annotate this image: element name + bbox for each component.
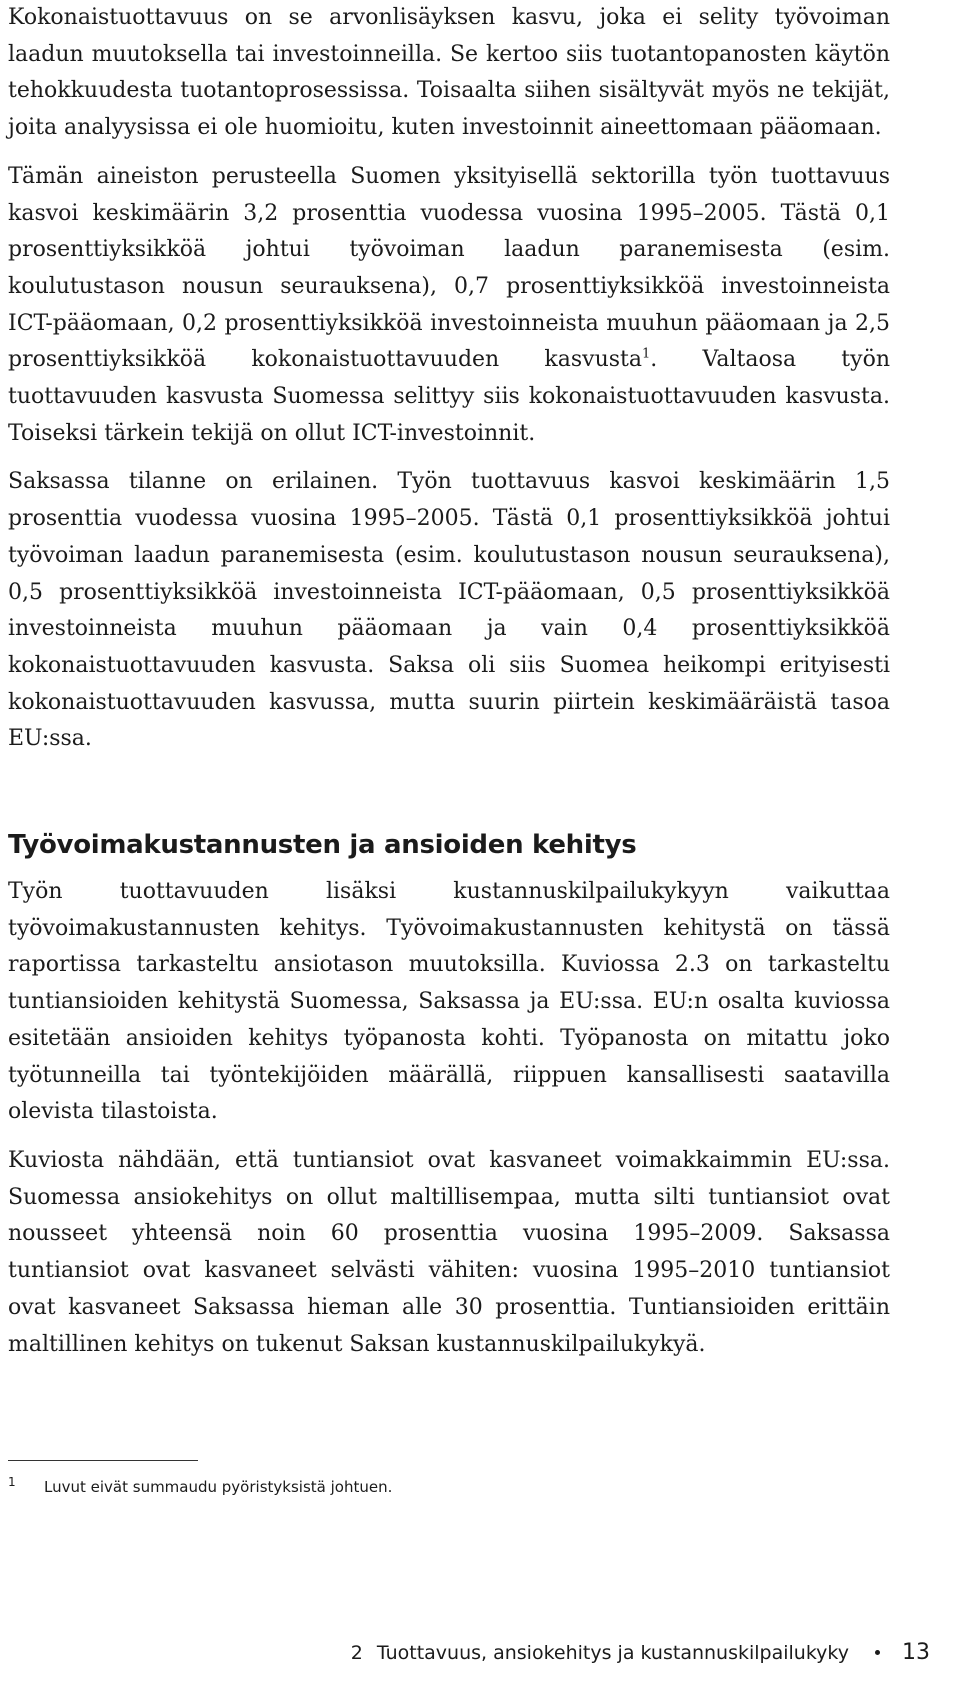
paragraph-finland-productivity bbox=[8, 159, 890, 453]
separator-dot-icon bbox=[875, 1650, 880, 1655]
footnote-text: Luvut eivät summaudu pyöristyksistä johtuen. bbox=[44, 1478, 393, 1496]
paragraph-germany-productivity: Saksassa tilanne on erilainen. Työn tuottavuus kasvoi keskimäärin 1,5 prosenttia vuodessa vuosina 1995–2005. Tästä 0,1 prosenttiyksikköä johtui työvoiman laadun paranemisesta (esim. koulutustason nousun seurauksena), 0,5 prosenttiyksikköä investoinneista ICT-pääomaan, 0,5 prosenttiyksikköä investoinneista muuhun pääomaan ja vain 0,4 prosenttiyksikköä kokonaistuottavuuden kasvusta. Saksa oli siis Suomea heikompi erityisesti kokonaistuottavuuden kasvussa, mutta suurin piirtein keskimääräistä tasoa EU:ssa. bbox=[8, 469, 890, 752]
page-footer bbox=[351, 1640, 930, 1665]
paragraph-labour-costs: Työn tuottavuuden lisäksi kustannuskilpailukykyyn vaikuttaa työvoimakustannusten kehitys. Työvoimakustannusten kehitystä on tässä raportissa tarkasteltu ansiotason muutoksilla. Kuviossa 2.3 on tarkasteltu tuntiansioiden kehitystä Suomessa, Saksassa ja EU:ssa. EU:n osalta kuviossa esitetään ansioiden kehitys työpanosta kohti. Työpanosta on mitattu joko työtunneilla tai työntekijöiden määrällä, riippuen kansallisesti saatavilla olevista tilastoista. bbox=[8, 879, 890, 1125]
paragraph-finland-text-a: Tämän aineiston perusteella Suomen yksityisellä sektorilla työn tuottavuus kasvoi keskimäärin 3,2 prosenttia vuodessa vuosina 1995–2005. Tästä 0,1 prosenttiyksikköä johtui työvoiman laadun paranemisesta (esim. koulutustason nousun seurauksena), 0,7 prosenttiyksikköä investoinneista ICT-pääomaan, 0,2 prosenttiyksikköä investoinneista muuhun pääomaan ja 2,5 prosenttiyksikköä kokonaistuottavuuden kasvusta bbox=[8, 163, 890, 373]
chapter-number: 2 bbox=[350, 1641, 363, 1664]
footnote-reference[interactable]: 1 bbox=[642, 347, 651, 362]
paragraph-total-factor-productivity: Kokonaistuottavuus on se arvonlisäyksen kasvu, joka ei selity työvoiman laadun muutoksella tai investoinneilla. Se kertoo siis tuotantopanosten käytön tehokkuudesta tuotantoprosessissa. Toisaalta siihen sisältyvät myös ne tekijät, joita analyysissa ei ole huomioitu, kuten investoinnit aineettomaan pääomaan. bbox=[8, 5, 890, 141]
footnote bbox=[8, 1475, 393, 1496]
section-heading: Työvoimakustannusten ja ansioiden kehitys bbox=[8, 830, 637, 861]
chapter-title: Tuottavuus, ansiokehitys ja kustannuskilpailukyky bbox=[376, 1641, 849, 1664]
paragraph-finland-text-b: . Valtaosa työn tuottavuuden kasvusta Suomessa selittyy siis kokonaistuottavuuden kasvusta. Toiseksi tärkein tekijä on ollut ICT-investoinnit. bbox=[8, 347, 890, 446]
paragraph-hourly-earnings: Kuviosta nähdään, että tuntiansiot ovat kasvaneet voimakkaimmin EU:ssa. Suomessa ansiokehitys on ollut maltillisempaa, mutta silti tuntiansiot ovat nousseet yhteensä noin 60 prosenttia vuosina 1995–2009. Saksassa tuntiansiot ovat kasvaneet selvästi vähiten: vuosina 1995–2010 tuntiansiot ovat kasvaneet Saksassa hieman alle 30 prosenttia. Tuntiansioiden erittäin maltillinen kehitys on tukenut Saksan kustannuskilpailukykyä. bbox=[8, 1147, 890, 1357]
footnote-divider bbox=[8, 1460, 198, 1461]
page-number: 13 bbox=[902, 1640, 930, 1665]
footnote-mark: 1 bbox=[8, 1475, 16, 1489]
document-body bbox=[8, 0, 890, 1363]
